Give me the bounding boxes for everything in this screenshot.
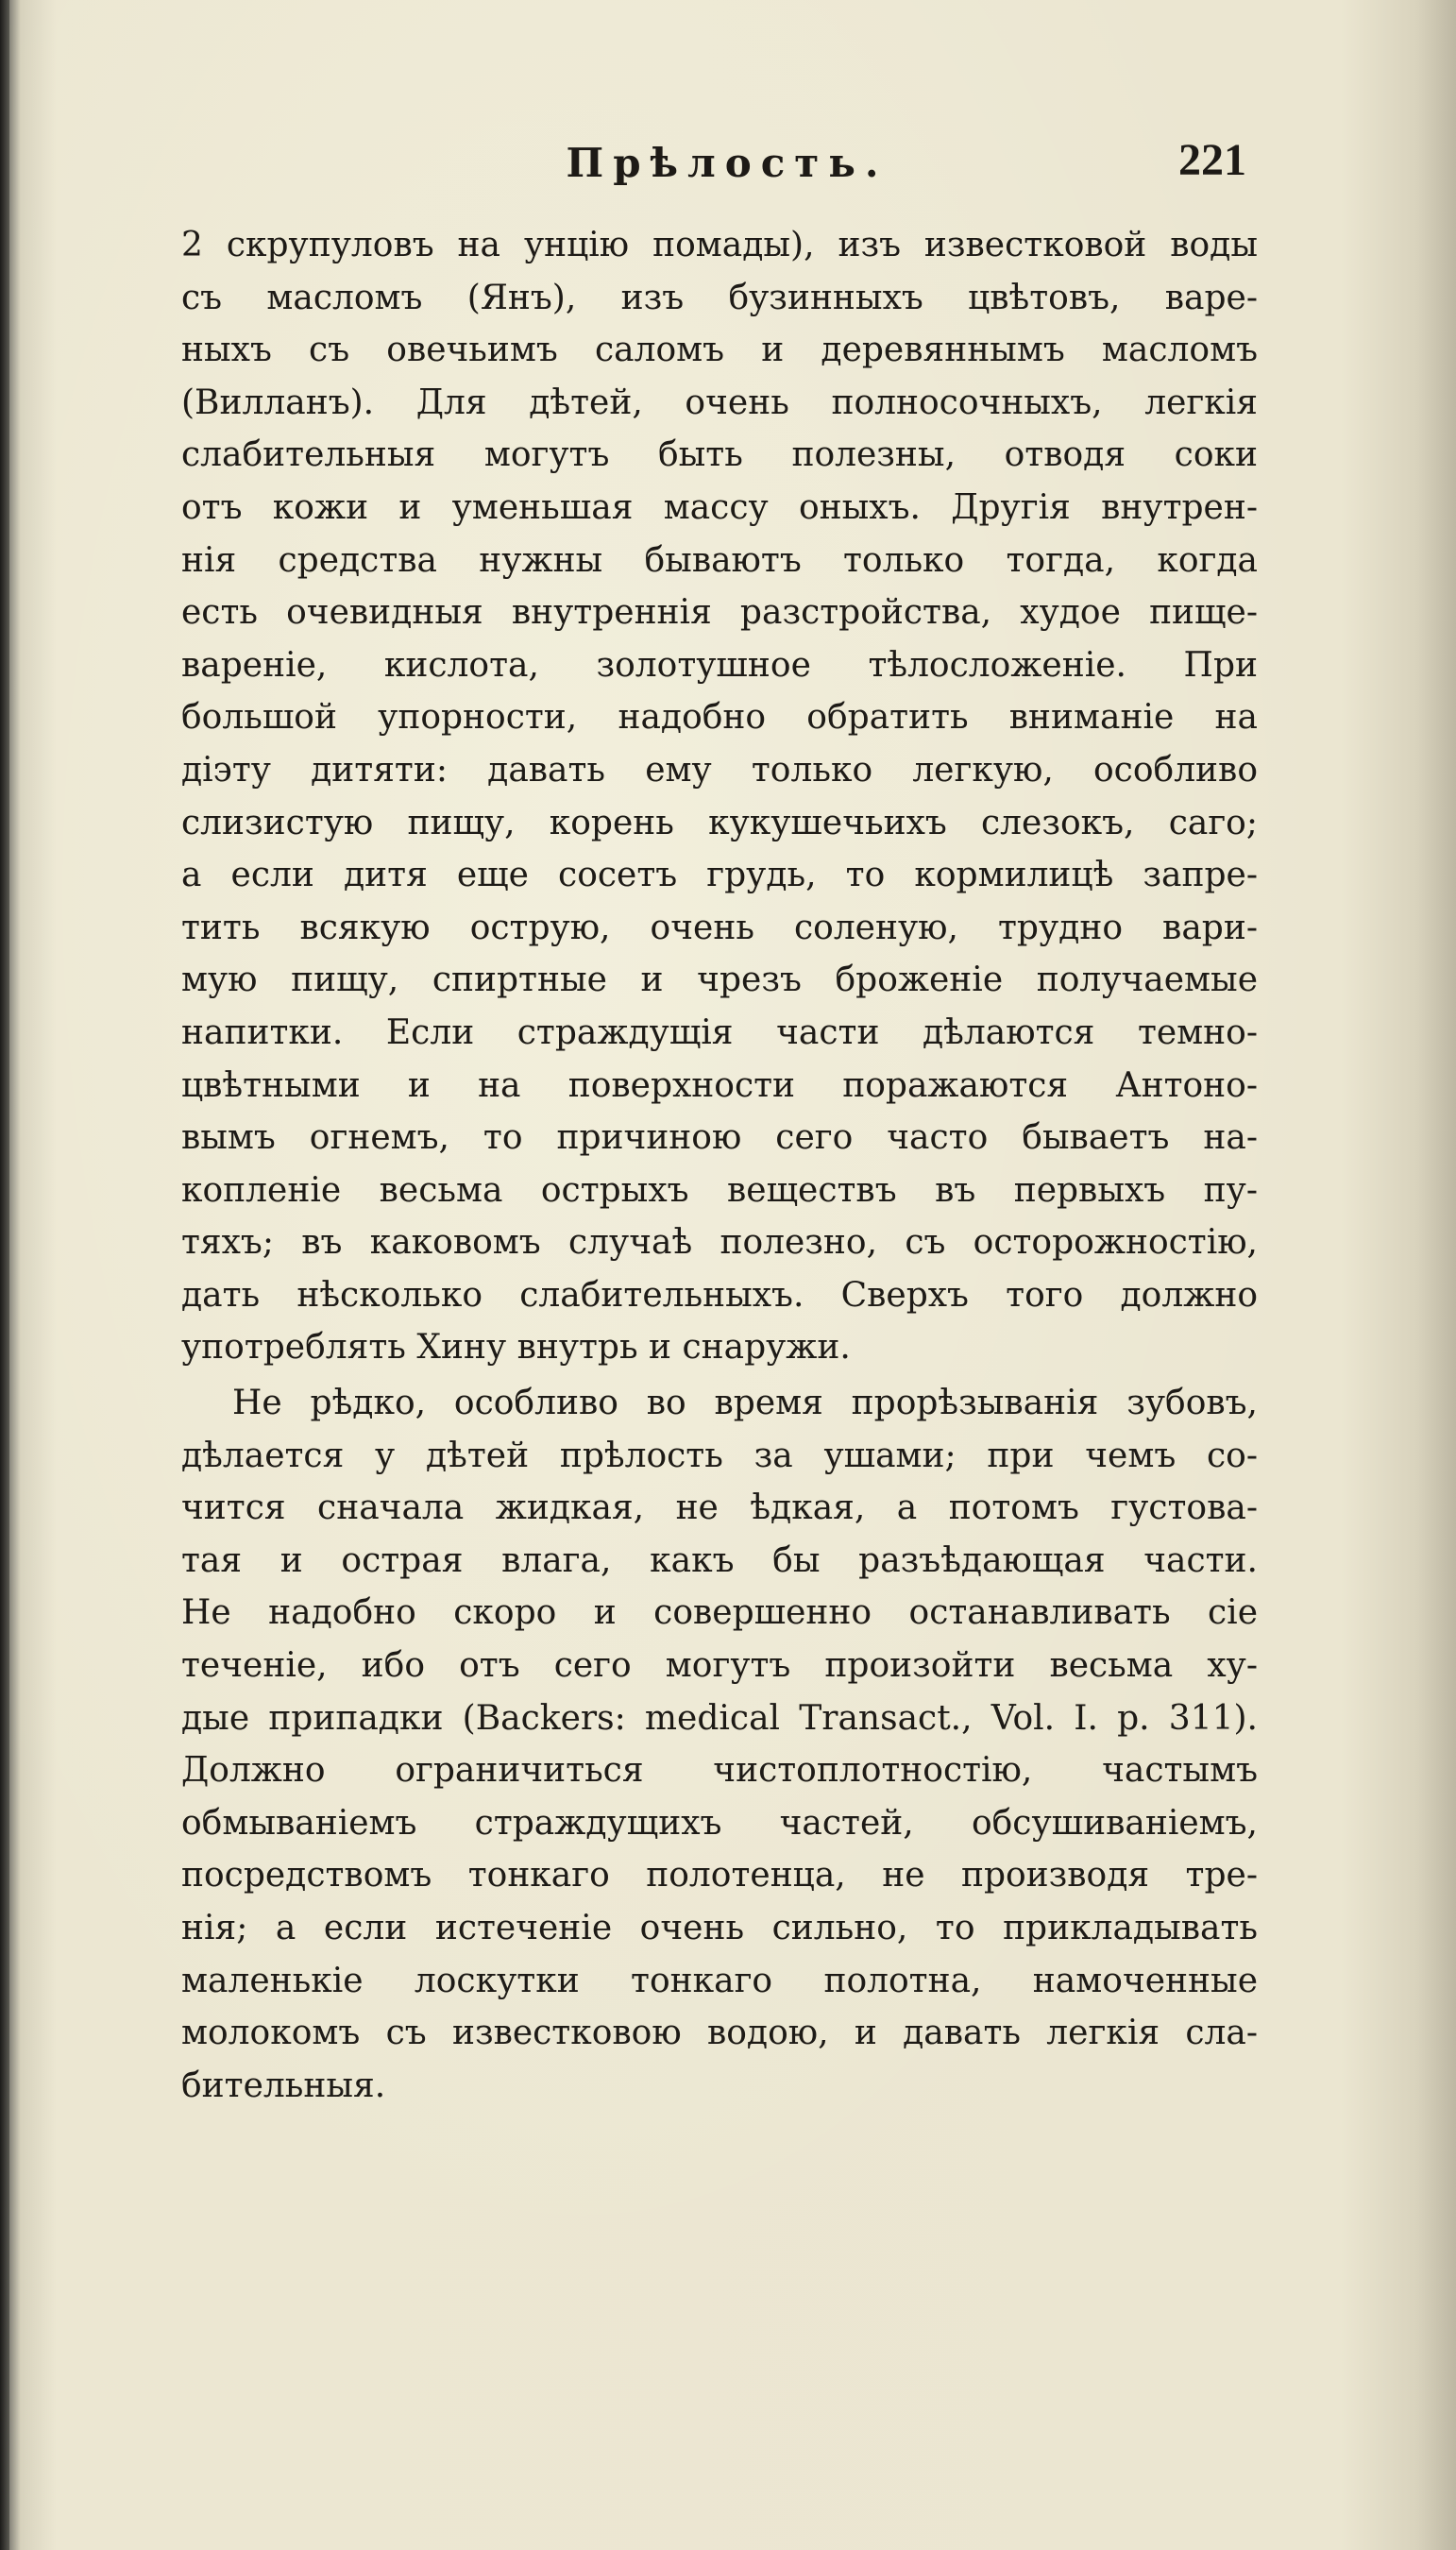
text-line: молокомъ съ известковою водою, и давать легкія сла- [181, 2014, 1258, 2053]
text-line: нія средства нужны бываютъ только тогда, когда [181, 540, 1258, 580]
text-line: ныхъ съ овечьимъ саломъ и деревяннымъ масломъ [181, 331, 1258, 370]
text-line: есть очевидныя внутреннія разстройства, худое пище- [181, 593, 1258, 633]
text-line: 2 скрупуловъ на унцію помады), изъ известковой воды [181, 226, 1258, 264]
text-line: мую пищу, спиртные и чрезъ броженіе получаемые [181, 960, 1258, 1000]
text-line: чится сначала жидкая, не ѣдкая, а потомъ густова- [181, 1488, 1258, 1528]
text-line: дѣлается у дѣтей прѣлость за ушами; при чемъ со- [181, 1436, 1258, 1475]
text-line: діэту дитяти: давать ему только легкую, особливо [181, 750, 1258, 790]
text-line: копленіе весьма острыхъ веществъ въ первыхъ пу- [181, 1170, 1258, 1210]
text-line: вареніе, кислота, золотушное тѣлосложеніе. При [181, 645, 1258, 685]
page-number: 221 [1178, 135, 1246, 185]
text-line: обмываніемъ страждущихъ частей, обсушиваніемъ, [181, 1803, 1258, 1843]
text-line: посредствомъ тонкаго полотенца, не производя тре- [181, 1856, 1258, 1896]
text-line: отъ кожи и уменьшая массу оныхъ. Другія внутрен- [181, 487, 1258, 527]
text-line: а если дитя еще сосетъ грудь, то кормилицѣ запре- [181, 856, 1258, 895]
text-line: маленькіе лоскутки тонкаго полотна, намоченные [181, 1961, 1258, 2000]
text-line: Не надобно скоро и совершенно останавливать сіе [181, 1593, 1258, 1633]
text-line: большой упорности, надобно обратить вниманіе на [181, 698, 1258, 738]
text-line: съ масломъ (Янъ), изъ бузинныхъ цвѣтовъ, варе- [181, 278, 1258, 317]
running-head-title: Прѣлость. [566, 140, 889, 186]
text-line: тяхъ; въ каковомъ случаѣ полезно, съ осторожностію, [181, 1223, 1258, 1263]
text-line: употреблять Хину внутрь и снаружи. [181, 1328, 851, 1368]
text-line: нія; а если истеченіе очень сильно, то прикладывать [181, 1909, 1258, 1947]
running-header [0, 135, 1456, 196]
text-line: дые припадки (Backers: medical Transact., Vol. I. p. 311). [181, 1698, 1258, 1738]
text-line: бительныя. [181, 2066, 386, 2105]
text-line: дать нѣсколько слабительныхъ. Сверхъ того должно [181, 1275, 1258, 1315]
text-line: (Вилланъ). Для дѣтей, очень полносочныхъ, легкія [181, 382, 1258, 422]
text-line: тить всякую острую, очень соленую, трудно вари- [181, 908, 1258, 947]
text-line: теченіе, ибо отъ сего могутъ произойти весьма ху- [181, 1646, 1258, 1686]
paragraph-2 [181, 1377, 1258, 2112]
page-binding-edge [0, 0, 9, 2550]
text-line: слизистую пищу, корень кукушечьихъ слезокъ, саго; [181, 803, 1258, 842]
text-line: тая и острая влага, какъ бы разъѣдающая части. [181, 1540, 1258, 1580]
text-line: вымъ огнемъ, то причиною сего часто бываетъ на- [181, 1118, 1258, 1158]
text-line: слабительныя могутъ быть полезны, отводя соки [181, 435, 1258, 475]
text-line: Не рѣдко, особливо во время прорѣзыванія зубовъ, [232, 1384, 1258, 1423]
text-line: напитки. Если страждущія части дѣлаются темно- [181, 1012, 1258, 1052]
body-text [181, 219, 1258, 2112]
text-line: Должно ограничиться чистоплотностію, частымъ [181, 1751, 1258, 1791]
text-line: цвѣтными и на поверхности поражаются Антоно- [181, 1065, 1258, 1105]
paragraph-1 [181, 219, 1258, 1374]
